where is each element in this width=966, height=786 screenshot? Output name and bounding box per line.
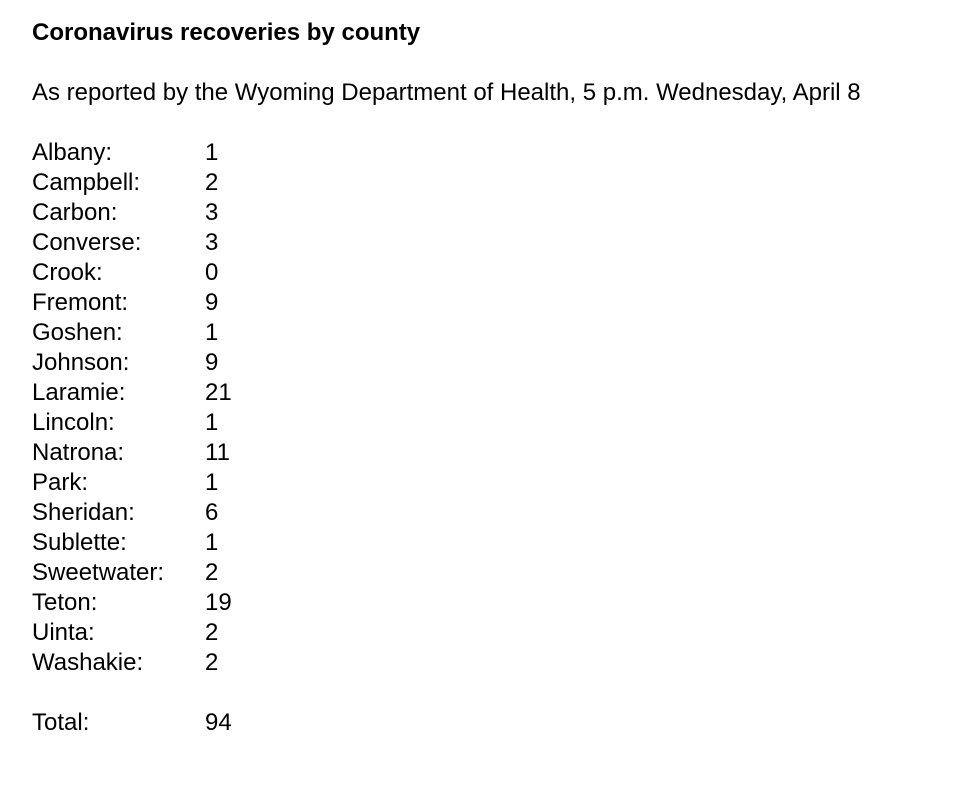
county-value: 2 <box>205 649 219 676</box>
county-row <box>32 138 946 168</box>
document-subtitle: As reported by the Wyoming Department of Health, 5 p.m. Wednesday, April 8 <box>32 79 861 106</box>
county-value: 1 <box>205 469 219 496</box>
county-value: 1 <box>205 409 219 436</box>
blank-line <box>32 678 946 708</box>
county-row <box>32 318 946 348</box>
blank-line <box>32 48 946 78</box>
county-name: Sheridan: <box>32 499 135 526</box>
county-name: Washakie: <box>32 649 144 676</box>
county-name: Laramie: <box>32 379 126 406</box>
county-row <box>32 198 946 228</box>
county-name: Crook: <box>32 259 103 286</box>
county-name: Campbell: <box>32 169 141 196</box>
county-name: Fremont: <box>32 289 129 316</box>
county-row <box>32 408 946 438</box>
county-row <box>32 588 946 618</box>
county-row <box>32 378 946 408</box>
document-title: Coronavirus recoveries by county <box>32 19 421 46</box>
county-name: Goshen: <box>32 319 123 346</box>
county-row <box>32 558 946 588</box>
county-value: 2 <box>205 169 219 196</box>
total-row <box>32 708 946 738</box>
blank-line <box>32 108 946 138</box>
county-value: 1 <box>205 529 219 556</box>
county-value: 2 <box>205 619 219 646</box>
county-name: Johnson: <box>32 349 130 376</box>
county-name: Converse: <box>32 229 142 256</box>
county-value: 19 <box>205 589 232 616</box>
county-name: Teton: <box>32 589 98 616</box>
county-value: 2 <box>205 559 219 586</box>
county-name: Sweetwater: <box>32 559 165 586</box>
county-name: Sublette: <box>32 529 127 556</box>
county-list <box>32 138 946 678</box>
total-label: Total: <box>32 709 90 736</box>
county-value: 9 <box>205 349 219 376</box>
county-value: 11 <box>205 439 230 466</box>
county-value: 1 <box>205 139 219 166</box>
total-value: 94 <box>205 709 232 736</box>
county-value: 3 <box>205 229 219 256</box>
county-row <box>32 288 946 318</box>
county-row <box>32 618 946 648</box>
county-name: Natrona: <box>32 439 125 466</box>
county-row <box>32 648 946 678</box>
county-row <box>32 348 946 378</box>
county-value: 0 <box>205 259 219 286</box>
county-name: Lincoln: <box>32 409 115 436</box>
county-row <box>32 528 946 558</box>
county-value: 9 <box>205 289 219 316</box>
county-row <box>32 498 946 528</box>
county-row <box>32 438 946 468</box>
county-name: Albany: <box>32 139 113 166</box>
county-value: 21 <box>205 379 232 406</box>
county-name: Park: <box>32 469 89 496</box>
county-row <box>32 168 946 198</box>
county-row <box>32 258 946 288</box>
county-name: Carbon: <box>32 199 118 226</box>
county-value: 1 <box>205 319 219 346</box>
county-value: 6 <box>205 499 219 526</box>
county-row <box>32 468 946 498</box>
county-value: 3 <box>205 199 219 226</box>
county-name: Uinta: <box>32 619 95 646</box>
county-row <box>32 228 946 258</box>
